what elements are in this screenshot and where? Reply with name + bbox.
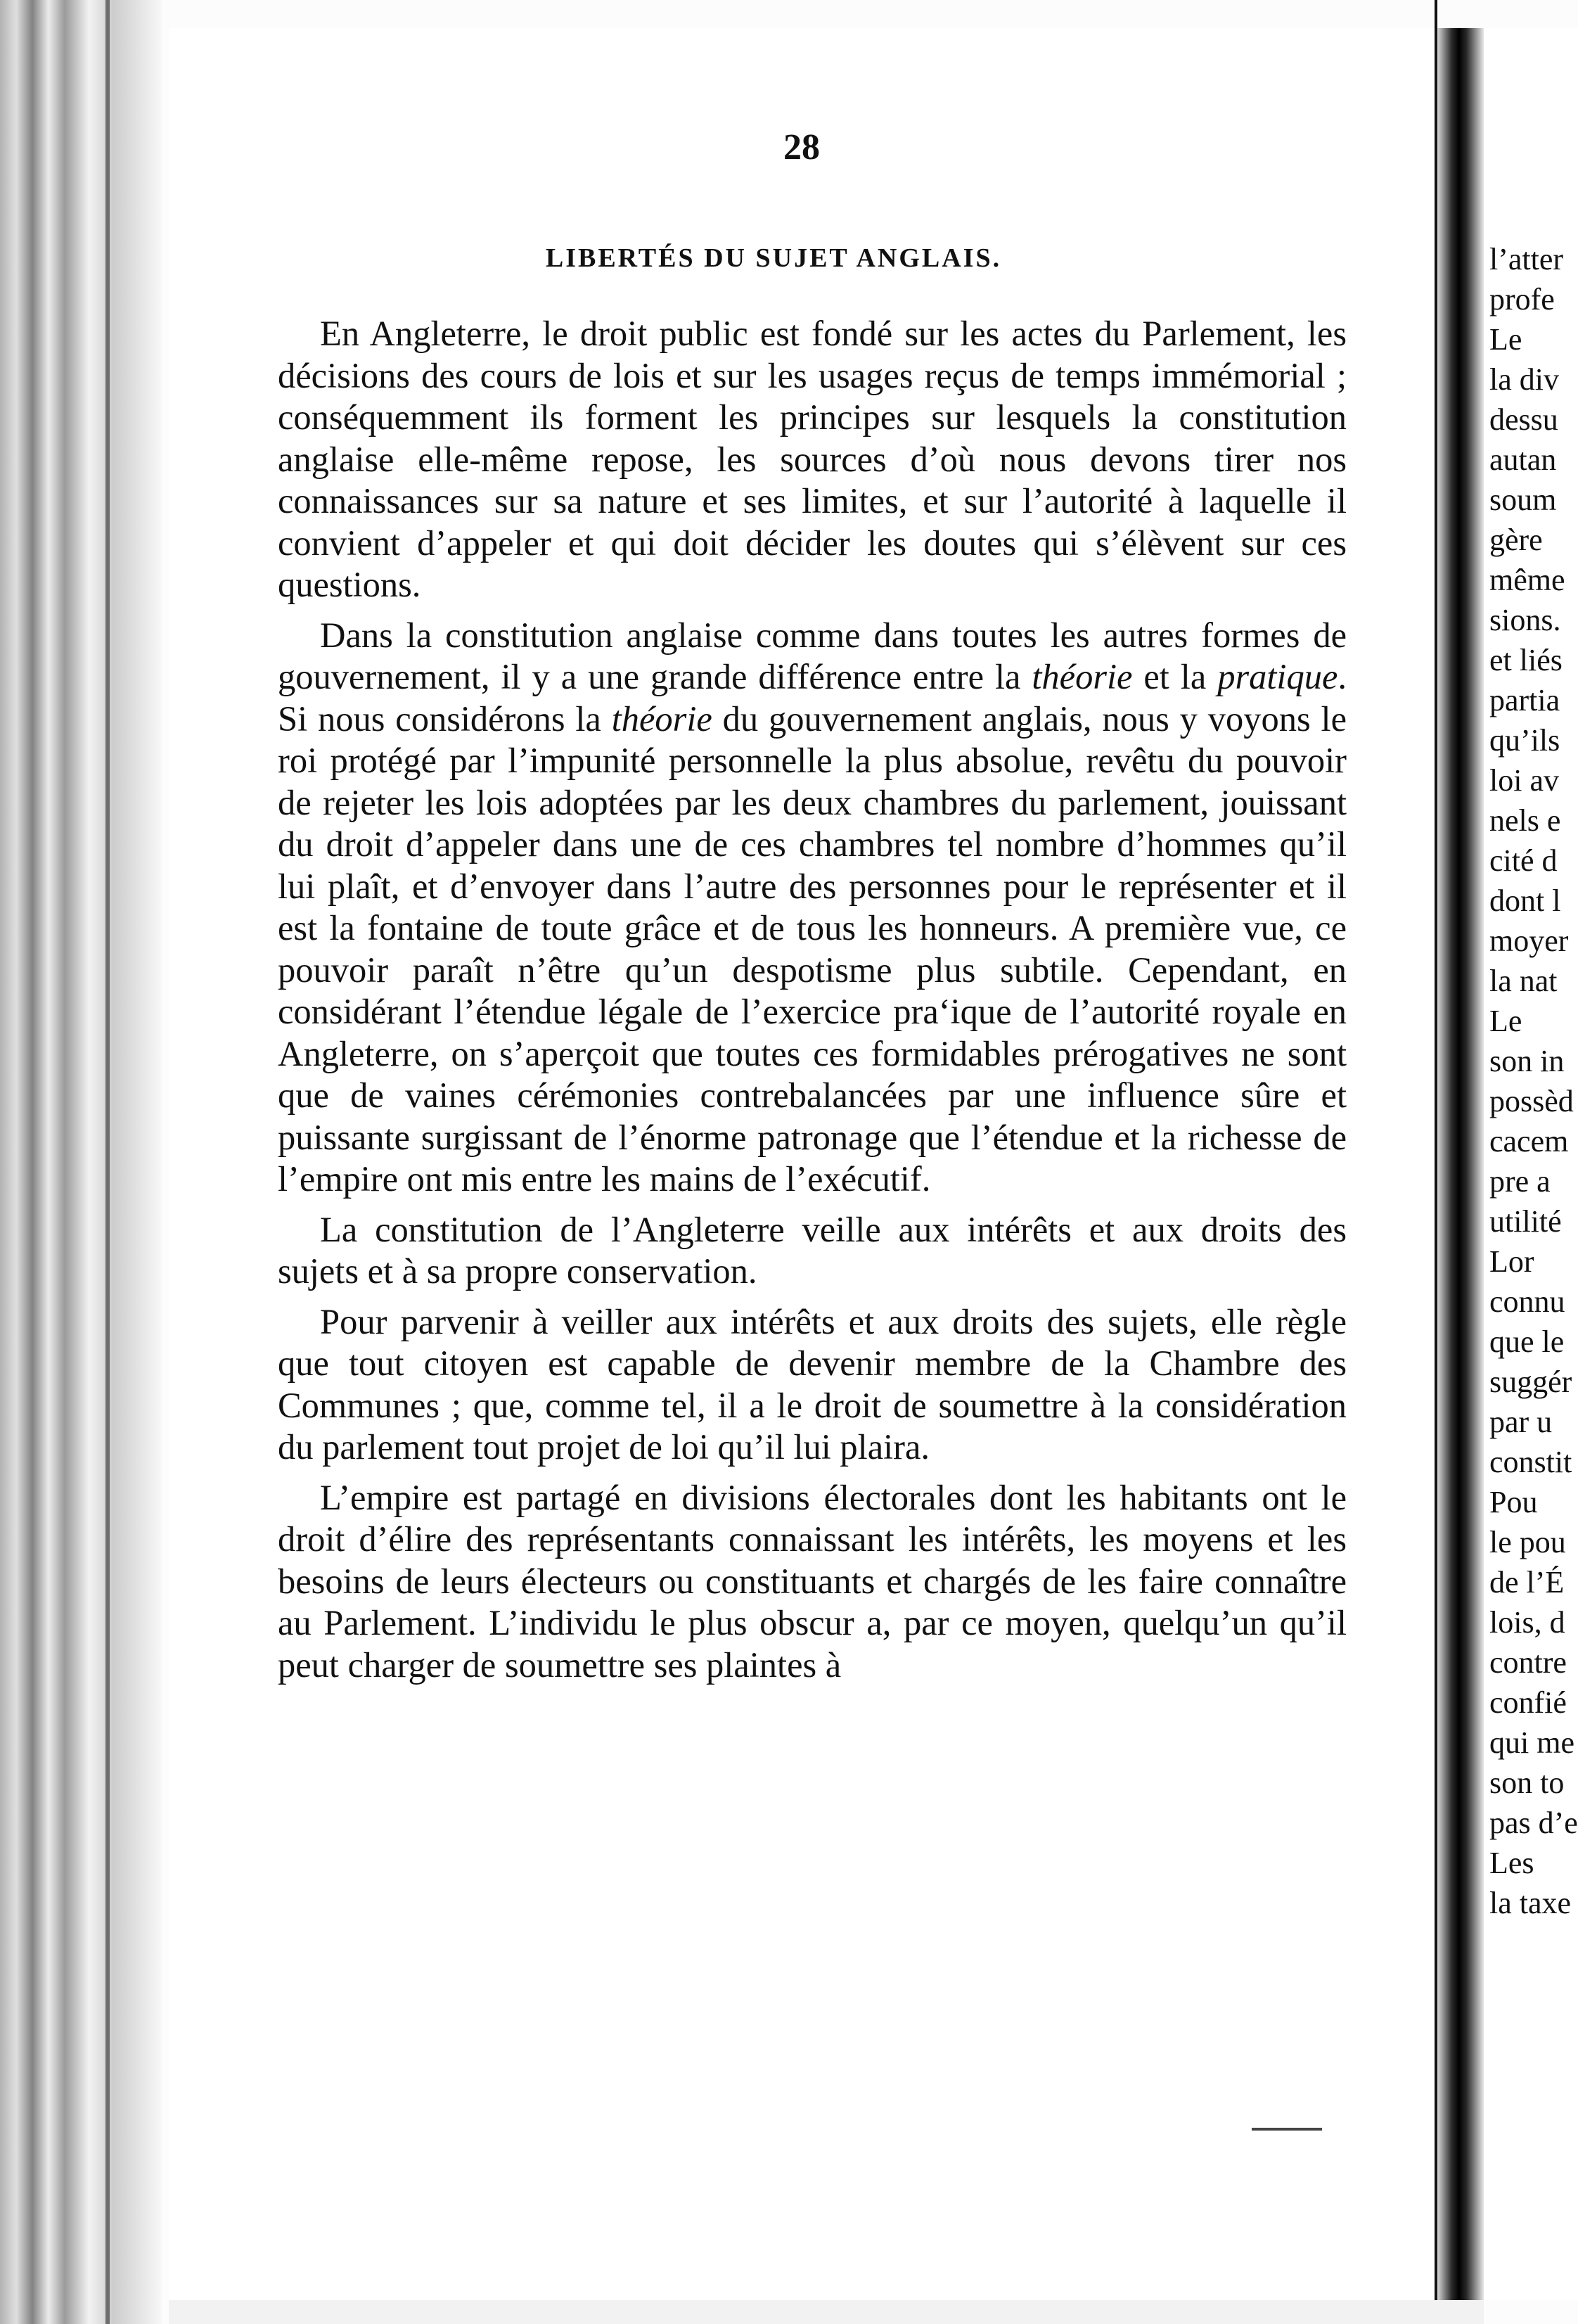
right-page-line: l’atter (1489, 242, 1564, 276)
right-page-line: connu (1489, 1284, 1565, 1319)
right-page-line: Pou (1489, 1485, 1538, 1519)
right-page-line: la div (1489, 362, 1559, 397)
right-page-line: confié (1489, 1685, 1567, 1720)
right-page-line: la nat (1489, 964, 1558, 998)
right-page-line: moyer (1489, 924, 1569, 958)
paragraph-2-part-b: et la (1132, 657, 1218, 696)
right-page-line: utilité (1489, 1204, 1562, 1239)
emphasis-theorie-2: théorie (611, 698, 712, 739)
right-page-line: dont l (1489, 883, 1561, 918)
right-page-line: pre a (1489, 1164, 1551, 1199)
right-page-line: gère (1489, 523, 1543, 557)
right-page-line: cacem (1489, 1124, 1569, 1158)
right-page-line: Les (1489, 1846, 1534, 1880)
footer-rule (1252, 2128, 1322, 2131)
paragraph-4: Pour parvenir à veiller aux intérêts et aux droits des sujets, elle règle que tout citoyen est capable de devenir membre de la Chambre des Communes ; que, comme tel, il a le droit de soumettre à la considération du parlement tout projet de loi qu’il lui plaira. (278, 1301, 1347, 1467)
gutter-border-line (1435, 0, 1437, 2324)
body-text (278, 313, 1347, 1694)
right-page-lines (1489, 239, 1578, 1923)
right-page-line: Le (1489, 322, 1522, 357)
paragraph-2 (278, 615, 1347, 1201)
right-page-line: Le (1489, 1004, 1522, 1038)
right-page-line: constit (1489, 1445, 1572, 1479)
paragraph-2-part-d: du gouvernement anglais, nous y voyons le roi protégé par l’impunité personnelle la plus absolue, revêtu du pouvoir de rejeter les lois adoptées par les deux chambres du parlement, jouissant du droit d’appeler dans une de ces chambres tel nombre d’hommes qu’il lui plaît, et d’envoyer dans l’autre des personnes pour le représenter et il est la fontaine de toute grâce et de tous les honneurs. A première vue, ce pouvoir paraît n’être qu’un despotisme plus subtile. Cependant, en considérant l’étendue légale de l’exercice pra‘ique de l’autorité royale en Angleterre, on s’aperçoit que toutes ces formidables prérogatives ne sont que de vaines cérémonies contrebalancées par une influence sûre et puissante surgissant de l’énorme patronage que l’étendue et la richesse de l’empire ont mis entre les mains de l’exécutif. (278, 698, 1347, 1199)
binding-shadow-line (105, 0, 110, 2324)
right-page-line: soum (1489, 483, 1557, 517)
right-page-line: cité d (1489, 843, 1558, 878)
right-page-line: profe (1489, 282, 1555, 317)
right-page-line: la taxe (1489, 1886, 1572, 1920)
right-page-line: même (1489, 563, 1565, 597)
paragraph-5: L’empire est partagé en divisions électorales dont les habitants ont le droit d’élire des représentants connaissant les intérêts, les moyens et les besoins de leurs électeurs ou constituants et chargés de les faire connaître au Parlement. L’individu le plus obscur a, par ce moyen, quelqu’un qu’il peut charger de soumettre ses plaintes à (278, 1477, 1347, 1685)
emphasis-pratique: pratique (1217, 657, 1338, 696)
right-page-line: que le (1489, 1324, 1565, 1359)
right-page-line: sions. (1489, 603, 1561, 637)
right-page-line: lois, d (1489, 1605, 1565, 1640)
right-page-line: contre (1489, 1645, 1567, 1680)
right-page-line: de l’É (1489, 1565, 1565, 1600)
right-page-line: partia (1489, 683, 1560, 717)
paragraph-3: La constitution de l’Angleterre veille aux intérêts et aux droits des sujets et à sa propre conservation. (278, 1209, 1347, 1291)
right-page-line: Lor (1489, 1244, 1534, 1279)
right-page-line: son to (1489, 1766, 1565, 1800)
page-bottom-edge (169, 2300, 1484, 2324)
right-page-line: qui me (1489, 1725, 1574, 1760)
emphasis-theorie: théorie (1032, 657, 1133, 696)
paragraph-1: En Angleterre, le droit public est fondé sur les actes du Parlement, les décisions des cours de lois et sur les usages reçus de temps immémorial ; conséquemment ils forment les principes sur lesquels la constitution anglaise elle-même repose, les sources d’où nous devons tirer nos connaissances sur sa nature et ses limites, et sur l’autorité à laquelle il convient d’appeler et qui doit décider les doutes qui s’élèvent sur ces questions. (278, 314, 1347, 604)
right-page-line: le pou (1489, 1525, 1566, 1559)
right-page-line: possèd (1489, 1084, 1574, 1118)
right-page-line: loi av (1489, 763, 1559, 798)
right-page-line: autan (1489, 442, 1557, 477)
paragraph-2-part-c: . Si nous considérons la (278, 657, 1347, 739)
right-page-line: et liés (1489, 643, 1563, 677)
book-binding-edge (0, 0, 162, 2324)
right-page-line: par u (1489, 1405, 1553, 1439)
left-page (169, 28, 1435, 2300)
right-page-line: pas d’e (1489, 1806, 1578, 1840)
running-head: LIBERTÉS DU SUJET ANGLAIS. (545, 243, 1002, 273)
right-page-line: suggér (1489, 1365, 1572, 1399)
right-page-line: nels e (1489, 803, 1561, 838)
page-number: 28 (783, 127, 820, 167)
page-gutter (1435, 28, 1484, 2300)
right-page-line: son in (1489, 1044, 1565, 1078)
right-page-line: dessu (1489, 402, 1558, 437)
right-page-line: qu’ils (1489, 723, 1560, 758)
paragraph-2-part-a: Dans la constitution anglaise comme dans toutes les autres formes de gouvernement, il y a une grande différence entre la (278, 615, 1347, 696)
right-page-fragment (1484, 28, 1578, 2300)
